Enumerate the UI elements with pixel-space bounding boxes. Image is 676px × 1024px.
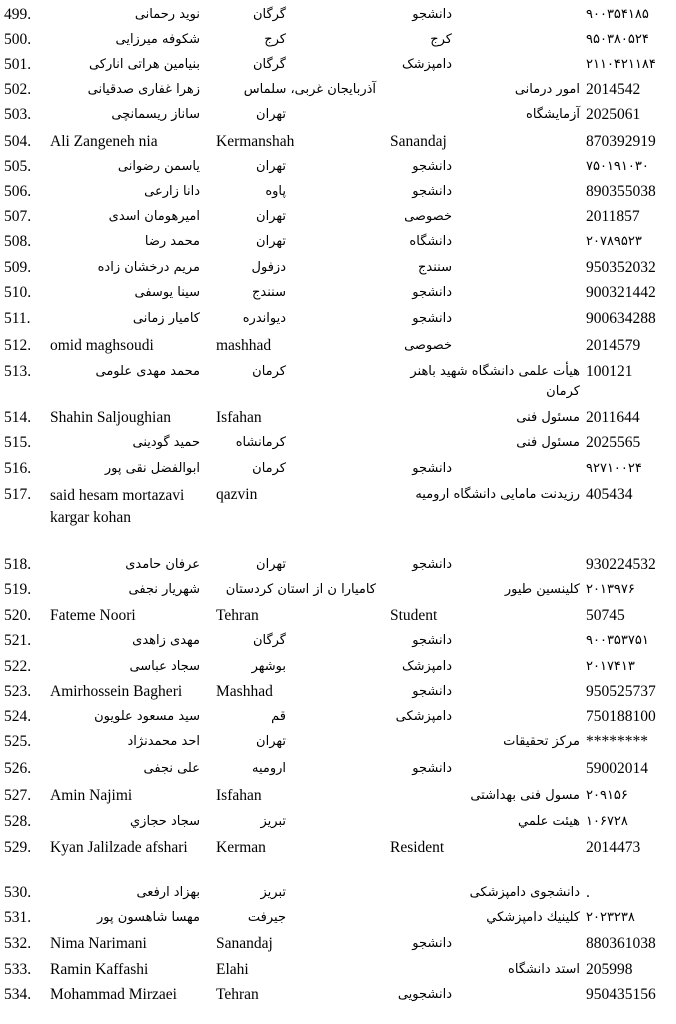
role: دانشگاه	[409, 234, 452, 249]
id-code: 900321442	[586, 284, 656, 301]
row-number: 502.	[4, 81, 32, 98]
person-name: omid maghsoudi	[50, 337, 154, 354]
person-name: نوید رحمانی	[134, 7, 200, 22]
row-number: 516.	[4, 460, 32, 477]
id-code: 50745	[586, 607, 625, 624]
role: دانشجو	[412, 311, 452, 326]
row-number: 510.	[4, 284, 32, 301]
row-number: 520.	[4, 607, 32, 624]
id-code: ۲۰۹۱۵۶	[586, 788, 628, 803]
role: كلينيك دامپزشكي	[486, 910, 580, 925]
row-number: 512.	[4, 337, 32, 354]
row-number: 504.	[4, 133, 32, 150]
city: آذربایجان غربی، سلماس	[243, 82, 376, 97]
person-name: ابوالفضل نقی پور	[104, 461, 200, 476]
id-code: ۱۰۶۷۲۸	[586, 814, 628, 829]
row-number: 515.	[4, 434, 32, 451]
id-code: 2011644	[586, 409, 640, 426]
city: قم	[271, 709, 286, 724]
city: تهران	[256, 159, 286, 174]
role: دامپزشکی	[395, 709, 452, 724]
id-code: 950352032	[586, 259, 656, 276]
city: کرمانشاه	[235, 435, 286, 450]
city: گرگان	[252, 633, 286, 648]
id-code: ۲۰۲۳۲۳۸	[586, 910, 635, 925]
person-name: امیرهومان اسدی	[108, 209, 200, 224]
row-number: 507.	[4, 208, 32, 225]
city: بوشهر	[251, 659, 286, 674]
id-code: 750188100	[586, 708, 656, 725]
id-code: ۹۵۰۳۸۰۵۲۴	[586, 32, 649, 47]
city: تهران	[256, 557, 286, 572]
person-name: ساناز ریسمانچی	[111, 107, 200, 122]
city: Tehran	[216, 986, 259, 1003]
person-name: Ali Zangeneh nia	[50, 133, 158, 150]
id-code: 405434	[586, 486, 633, 503]
row-number: 533.	[4, 961, 32, 978]
role: Sanandaj	[390, 133, 447, 150]
row-number: 527.	[4, 787, 32, 804]
role: استد دانشگاه	[508, 962, 580, 977]
city: پاوه	[265, 184, 286, 199]
row-number: 499.	[4, 6, 32, 23]
role: دانشجو	[412, 936, 452, 951]
person-name: مریم درخشان زاده	[97, 260, 200, 275]
city: Tehran	[216, 607, 259, 624]
id-code: ۹۲۷۱۰۰۲۴	[586, 461, 642, 476]
city: گرگان	[252, 7, 286, 22]
person-name: محمد رضا	[144, 234, 200, 249]
row-number: 523.	[4, 683, 32, 700]
city: تهران	[256, 734, 286, 749]
id-code: 950435156	[586, 986, 656, 1003]
person-name: said hesam mortazavi kargar kohan	[50, 487, 185, 526]
person-name: Nima Narimani	[50, 935, 147, 952]
city: Isfahan	[216, 409, 262, 426]
person-name: Fateme Noori	[50, 607, 136, 624]
row-number: 518.	[4, 556, 32, 573]
role: دانشجو	[412, 159, 452, 174]
id-code: ۹۰۰۳۵۴۱۸۵	[586, 7, 649, 22]
role: رزیدنت مامایی دانشگاه ارومیه	[415, 487, 580, 502]
role: دانشجو	[412, 557, 452, 572]
id-code: ۲۰۱۷۴۱۳	[586, 659, 635, 674]
city: دیواندره	[242, 311, 286, 326]
person-name: Amirhossein Bagheri	[50, 683, 183, 700]
city: تبریز	[260, 885, 286, 900]
person-name: Amin Najimi	[50, 787, 133, 804]
role: دانشجو	[412, 684, 452, 699]
person-name: Kyan Jalilzade afshari	[50, 839, 188, 856]
row-number: 519.	[4, 581, 32, 598]
person-name: دانا زارعی	[144, 184, 200, 199]
row-number: 503.	[4, 106, 32, 123]
city: تهران	[256, 209, 286, 224]
person-name: Shahin Saljoughian	[50, 409, 171, 426]
id-code: ۷۵۰۱۹۱۰۳۰	[586, 159, 649, 174]
id-code: 2014579	[586, 337, 641, 354]
person-name: کامیار زمانی	[132, 311, 200, 326]
row-number: 514.	[4, 409, 32, 426]
row-number: 530.	[4, 884, 32, 901]
city: گرگان	[252, 57, 286, 72]
role: خصوصی	[404, 209, 452, 224]
role: سنندج	[418, 260, 452, 275]
id-code: 100121	[586, 363, 633, 380]
id-code: .	[586, 884, 590, 901]
row-number: 526.	[4, 760, 32, 777]
person-name: شهریار نجفی	[128, 582, 200, 597]
person-name: سجاد عباسی	[129, 659, 200, 674]
row-number: 521.	[4, 632, 32, 649]
id-code: ********	[586, 733, 648, 750]
id-code: 880361038	[586, 935, 656, 952]
person-name: شکوفه میرزایی	[115, 32, 200, 47]
id-code: 59002014	[586, 760, 648, 777]
person-name: عرفان حامدی	[125, 557, 200, 572]
row-number: 532.	[4, 935, 32, 952]
id-code: ۲۱۱۰۴۲۱۱۸۴	[586, 57, 656, 72]
id-code: 2014473	[586, 839, 641, 856]
role: آزمایشگاه	[526, 107, 580, 122]
city: جيرفت	[247, 910, 286, 925]
row-number: 528.	[4, 813, 32, 830]
city: سنندج	[252, 285, 286, 300]
city: mashhad	[216, 337, 272, 354]
id-code: 2025061	[586, 106, 641, 123]
city: Kerman	[216, 839, 266, 856]
role: خصوصی	[404, 338, 452, 353]
city: Elahi	[216, 961, 249, 978]
row-number: 508.	[4, 233, 32, 250]
city: کرمان	[252, 461, 286, 476]
person-name: زهرا غفاری صدقیانی	[87, 82, 200, 97]
row-number: 513.	[4, 363, 32, 380]
row-number: 500.	[4, 31, 32, 48]
role: کرج	[430, 32, 452, 47]
role: هیأت علمی دانشگاه شهید باهنر کرمان	[410, 364, 580, 399]
city: Sanandaj	[216, 935, 273, 952]
role: دانشجو	[412, 761, 452, 776]
id-code: 2011857	[586, 208, 640, 225]
person-name: بنیامین هراتی انارکی	[88, 57, 200, 72]
row-number: 534.	[4, 986, 32, 1003]
role: دانشجو	[412, 7, 452, 22]
person-name: مهدی زاهدی	[132, 633, 200, 648]
person-name: محمد مهدی علومی	[95, 364, 200, 379]
row-number: 509.	[4, 259, 32, 276]
role: دامپزشک	[402, 659, 452, 674]
role: دامپزشک	[402, 57, 452, 72]
row-number: 505.	[4, 158, 32, 175]
id-code: ۲۰۷۸۹۵۲۳	[586, 234, 642, 249]
city: تهران	[256, 107, 286, 122]
id-code: ۹۰۰۳۵۳۷۵۱	[586, 633, 649, 648]
id-code: 205998	[586, 961, 633, 978]
row-number: 506.	[4, 183, 32, 200]
role: دانشجو	[412, 461, 452, 476]
id-code: 950525737	[586, 683, 656, 700]
city: کرج	[264, 32, 286, 47]
role: Resident	[390, 839, 445, 856]
role: کلینسین طیور	[504, 582, 580, 597]
city: Kermanshah	[216, 133, 295, 150]
role: مسئول فنی	[516, 435, 580, 450]
row-number: 511.	[4, 310, 31, 327]
row-number: 522.	[4, 658, 32, 675]
city: qazvin	[216, 486, 258, 503]
person-name: سید مسعود علویون	[94, 709, 200, 724]
id-code: 870392919	[586, 133, 656, 150]
role: مسئول فنی	[516, 410, 580, 425]
row-number: 524.	[4, 708, 32, 725]
city: تبريز	[260, 814, 286, 829]
role: دانشجو	[412, 633, 452, 648]
id-code: 2014542	[586, 81, 641, 98]
role: مرکز تحقیقات	[503, 734, 580, 749]
role: امور درمانی	[514, 82, 580, 97]
person-name: Ramin Kaffashi	[50, 961, 149, 978]
row-number: 525.	[4, 733, 32, 750]
role: هيئت علمي	[517, 814, 580, 829]
role: دانشجو	[412, 285, 452, 300]
city: دزفول	[251, 260, 286, 275]
row-number: 517.	[4, 486, 32, 503]
role: Student	[390, 607, 438, 624]
role: مسول فنی بهداشتی	[470, 788, 580, 803]
row-number: 501.	[4, 56, 32, 73]
person-name: بهزاد ارفعی	[136, 885, 200, 900]
row-number: 529.	[4, 839, 32, 856]
id-code: ۲۰۱۳۹۷۶	[586, 582, 635, 597]
person-name: مهسا شاهسون پور	[97, 910, 200, 925]
person-name: سجاد حجازي	[129, 814, 200, 829]
city: کامیارا ن از استان کردستان	[225, 582, 376, 597]
person-name: سینا یوسفی	[134, 285, 200, 300]
role: دانشجو	[412, 184, 452, 199]
role: دانشجویی	[397, 987, 452, 1002]
id-code: 930224532	[586, 556, 656, 573]
city: Isfahan	[216, 787, 262, 804]
city: کرمان	[252, 364, 286, 379]
id-code: 890355038	[586, 183, 656, 200]
city: تهران	[256, 234, 286, 249]
person-name: Mohammad Mirzaei	[50, 986, 177, 1003]
row-number: 531.	[4, 909, 32, 926]
id-code: 900634288	[586, 310, 656, 327]
city: ارومیه	[251, 761, 286, 776]
city: Mashhad	[216, 683, 273, 700]
person-name: یاسمن رضوانی	[117, 159, 200, 174]
person-name: حمید گودینی	[132, 435, 200, 450]
id-code: 2025565	[586, 434, 641, 451]
person-name: احد محمدنژاد	[127, 734, 200, 749]
role: دانشجوی دامپزشکی	[469, 885, 580, 900]
person-name: علی نجفی	[143, 761, 200, 776]
